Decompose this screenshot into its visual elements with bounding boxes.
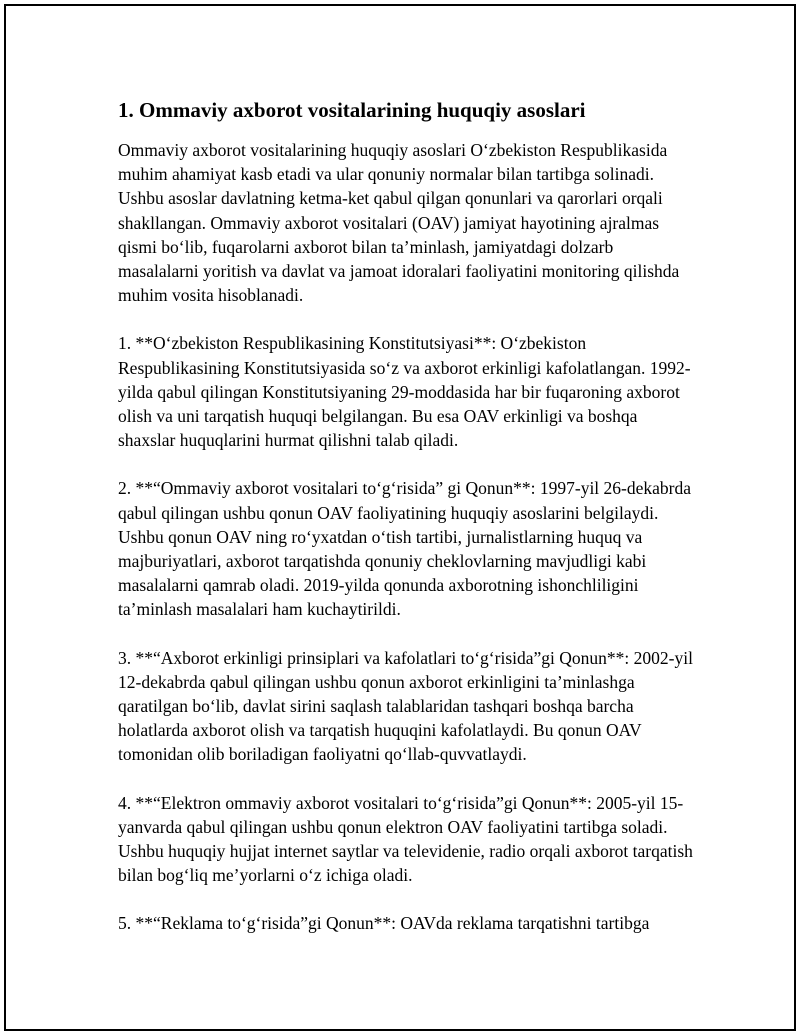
paragraph-mass-media-law: 2. **“Ommaviy axborot vositalari to‘g‘risida” gi Qonun**: 1997-yil 26-dekabrda qabul qilingan ushbu qonun OAV faoliyatining huquqiy asoslarini belgilaydi. Ushbu qonun OAV ning ro‘yxatdan o‘tish tartibi, jurnalistlarning huquq va majburiyatlari, axborot tarqatishda qonuniy cheklovlarning mavjudligi kabi masalalarni qamrab oladi. 2019-yilda qonunda axborotning ishonchliligini ta’minlash masalalari ham kuchaytirildi. bbox=[118, 478, 691, 620]
paragraph-constitution: 1. **O‘zbekiston Respublikasining Konstitutsiyasi**: O‘zbekiston Respublikasining Konstitutsiyasida so‘z va axborot erkinligi kafolatlangan. 1992-yilda qabul qilingan Konstitutsiyaning 29-moddasida har bir fuqaroning axborot olish va uni tarqatish huquqi belgilangan. Bu esa OAV erkinligi va boshqa shaxslar huquqlarini hurmat qilishni talab qiladi. bbox=[118, 333, 691, 451]
section-heading: 1. Ommaviy axborot vositalarining huquqiy asoslari bbox=[118, 98, 586, 122]
intro-paragraph: Ommaviy axborot vositalarining huquqiy asoslari O‘zbekiston Respublikasida muhim ahamiyat kasb etadi va ular qonuniy normalar bilan tartibga solinadi. Ushbu asoslar davlatning ketma-ket qabul qilgan qonunlari va qarorlari orqali shakllangan. Ommaviy axborot vositalari (OAV) jamiyat hayotining ajralmas qismi bo‘lib, fuqarolarni axborot bilan ta’minlash, jamiyatdagi dolzarb masalalarni yoritish va davlat va jamoat idoralari faoliyatini monitoring qilishda muhim vosita hisoblanadi. bbox=[118, 140, 680, 306]
paragraph-electronic-media-law: 4. **“Elektron ommaviy axborot vositalari to‘g‘risida”gi Qonun**: 2005-yil 15-yanvarda qabul qilingan ushbu qonun elektron OAV faoliyatini tartibga soladi. Ushbu huquqiy hujjat internet saytlar va televidenie, radio orqali axborot tarqatish bilan bog‘liq me’yorlarni o‘z ichiga oladi. bbox=[118, 792, 693, 886]
document-body bbox=[118, 96, 698, 960]
paragraph-advertising-law: 5. **“Reklama to‘g‘risida”gi Qonun**: OAVda reklama tarqatishni tartibga bbox=[118, 913, 650, 934]
paragraph-freedom-of-information-law: 3. **“Axborot erkinligi prinsiplari va kafolatlari to‘g‘risida”gi Qonun**: 2002-yil 12-dekabrda qabul qilingan ushbu qonun axborot erkinligini ta’minlashga qaratilgan bo‘lib, davlat sirini saqlash talablaridan tashqari boshqa barcha holatlarda axborot olish va tarqatish huquqini kafolatlaydi. Bu qonun OAV tomonidan olib boriladigan faoliyatni qo‘llab-quvvatlaydi. bbox=[118, 647, 693, 765]
document-page bbox=[4, 4, 796, 1031]
